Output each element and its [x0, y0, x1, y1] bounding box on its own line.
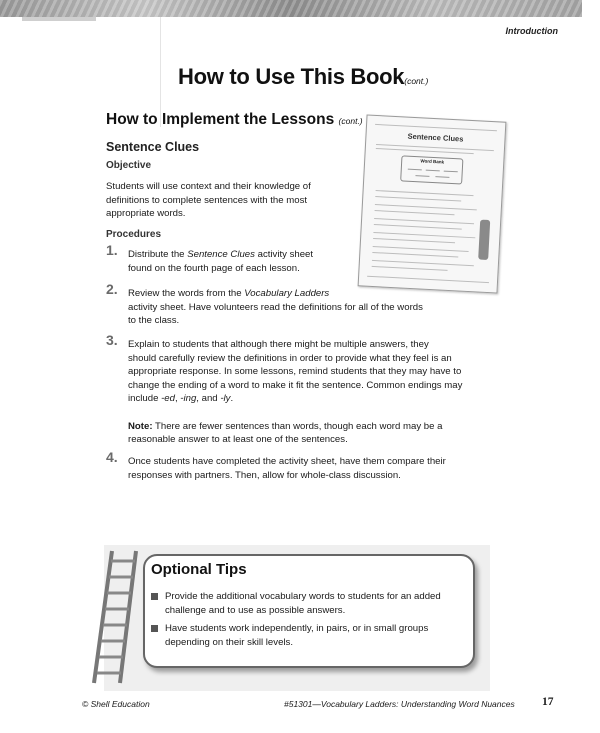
tip-line: depending on their skill levels. [165, 636, 293, 648]
step-line: found on the fourth page of each lesson. [128, 262, 300, 274]
sheet-rule [372, 266, 448, 271]
step-line: responses with partners. Then, allow for whole-class discussion. [128, 469, 401, 481]
word-ending: -ed [161, 393, 175, 404]
procedures-heading: Procedures [106, 229, 162, 240]
step-line: appropriate response. In some lessons, remind students that they may have to [128, 366, 462, 377]
sheet-rule [374, 218, 474, 224]
objective-line: Students will use context and their knowledge of [106, 181, 311, 192]
sheet-rule [373, 246, 469, 252]
sheet-rule [372, 252, 458, 257]
sheet-rule [373, 238, 455, 243]
page-edge [582, 0, 600, 733]
sheet-rule [435, 176, 449, 178]
sheet-rule [375, 210, 455, 215]
step-text [128, 455, 488, 482]
objective-heading: Objective [106, 160, 152, 171]
header-rule [22, 17, 96, 21]
step-number: 3. [106, 332, 118, 348]
sheet-rule [375, 196, 461, 201]
step-text [128, 287, 488, 328]
sheet-rule [373, 232, 475, 238]
tip-line: Provide the additional vocabulary words to students for an added [165, 591, 441, 602]
step-number: 2. [106, 281, 118, 297]
step-text-part: , [174, 393, 181, 404]
section-subtitle-suffix: (cont.) [338, 116, 363, 126]
footer-book-title: #51301—Vocabulary Ladders: Understanding Word Nuances [284, 699, 515, 709]
sheet-rule [375, 204, 477, 210]
step-line: change the ending of a word to make it fit the sentence. Common endings may [128, 379, 463, 391]
note-line: reasonable answer to at least one of the sentences. [128, 434, 348, 445]
objective-line: appropriate words. [106, 208, 186, 219]
word-ending: -ing [180, 393, 197, 404]
section-subtitle [106, 111, 363, 129]
step-line: should carefully review the definitions in order to provide what they feel is an [128, 352, 452, 364]
page-title-suffix: (cont.) [404, 76, 429, 86]
objective-line: definitions to complete sentences with the most [106, 194, 308, 206]
note-line [128, 420, 508, 434]
sheet-rule [426, 170, 440, 172]
tip-text [165, 622, 428, 649]
step-text-part: Distribute the [128, 249, 188, 260]
step-number: 4. [106, 449, 118, 465]
step-text [128, 338, 508, 447]
step-line [128, 392, 508, 406]
sheet-rule [372, 260, 474, 266]
sheet-rule [374, 224, 462, 230]
step-line: to the class. [128, 315, 180, 326]
word-bank-label: Word Bank [420, 158, 445, 165]
step-text-part: activity sheet [254, 249, 314, 260]
tip-text [165, 590, 441, 617]
step-text-part: include [128, 393, 162, 404]
step-text-part: . [230, 393, 234, 404]
step-text-part: , and [196, 393, 221, 404]
step-emphasis: Vocabulary Ladders [244, 288, 330, 299]
sheet-rule [408, 169, 422, 171]
thermometer-icon [478, 220, 490, 260]
tip-line: Have students work independently, in pairs, or in small groups [165, 623, 429, 634]
ladder-icon [86, 545, 146, 685]
lesson-heading: Sentence Clues [106, 140, 200, 154]
step-line: Explain to students that although there might be multiple answers, they [128, 339, 429, 350]
word-ending: -ly [220, 393, 231, 404]
step-emphasis: Sentence Clues [187, 249, 255, 260]
worksheet-preview-title: Sentence Clues [407, 131, 464, 144]
objective-text [106, 180, 311, 221]
tip-line: challenge and to use as possible answers. [165, 604, 346, 616]
sheet-rule [367, 276, 489, 283]
square-bullet-icon [151, 593, 158, 600]
square-bullet-icon [151, 625, 158, 632]
sheet-rule [444, 171, 458, 173]
note-label: Note: [128, 420, 153, 432]
page-title-text: How to Use This Book [178, 64, 405, 89]
worksheet-word-bank [400, 155, 463, 184]
step-line: activity sheet. Have volunteers read the definitions for all of the words [128, 301, 423, 313]
sheet-rule [415, 175, 429, 177]
page-title [178, 64, 428, 90]
page-number: 17 [542, 696, 554, 708]
step-line: Once students have completed the activity sheet, have them compare their [128, 456, 446, 467]
footer-publisher: © Shell Education [82, 699, 150, 709]
note-text: There are fewer sentences than words, though each word may be a [152, 420, 443, 432]
worksheet-preview [358, 114, 507, 293]
optional-tips-title: Optional Tips [151, 561, 247, 578]
sheet-rule [376, 144, 494, 151]
sheet-rule [376, 190, 474, 196]
step-text [128, 248, 348, 275]
section-subtitle-text: How to Implement the Lessons [106, 111, 335, 128]
section-label: Introduction [505, 26, 558, 36]
step-number: 1. [106, 242, 118, 258]
header-banner [0, 0, 582, 17]
step-line [128, 248, 348, 262]
step-text-part: Review the words from the [128, 288, 245, 299]
